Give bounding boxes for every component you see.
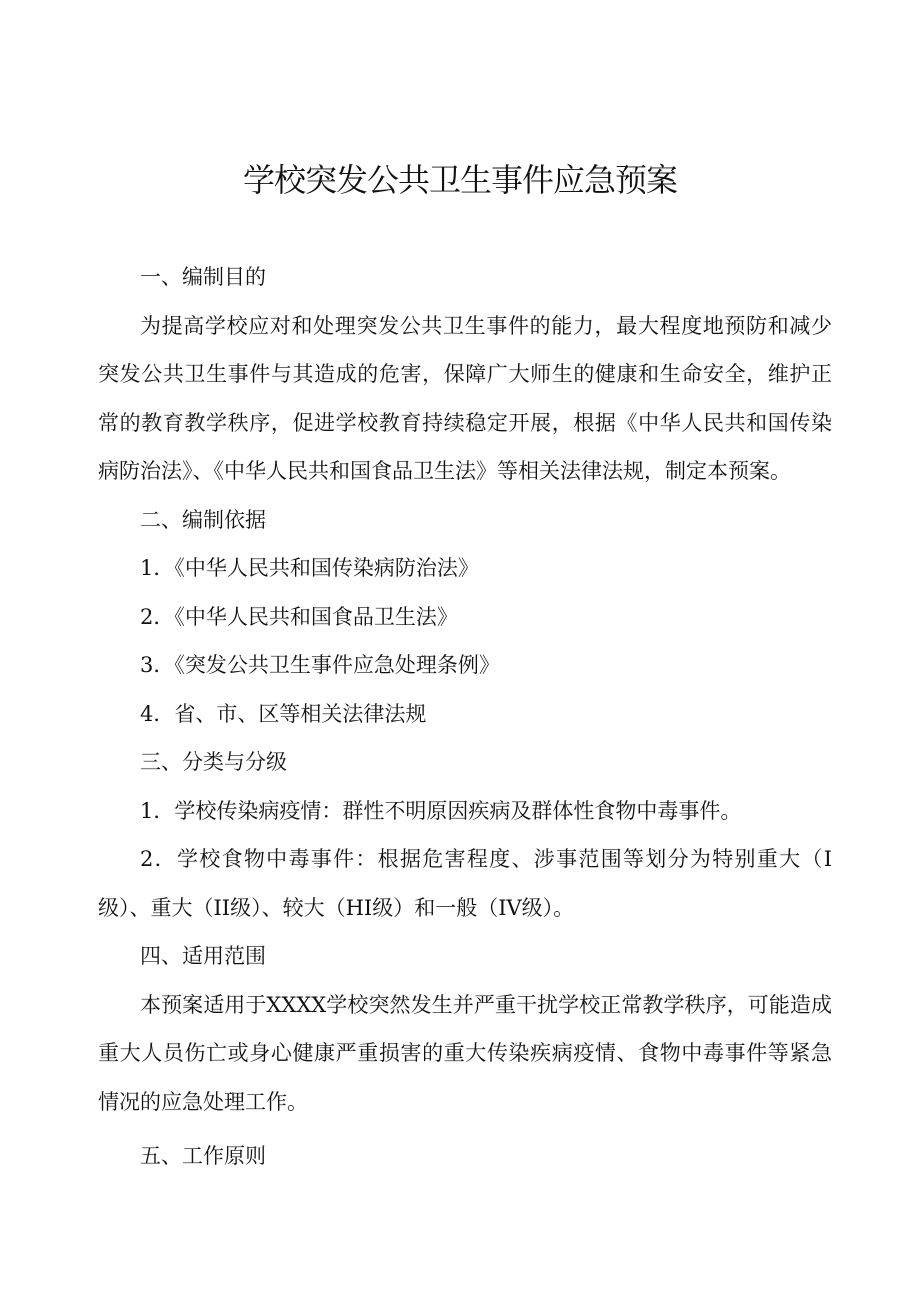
- list-item: 3．《突发公共卫生事件应急处理条例》: [140, 653, 500, 677]
- list-item: 1．学校传染病疫情：群性不明原因疾病及群体性食物中毒事件。: [140, 798, 742, 823]
- section-heading-basis: 二、编制依据: [140, 507, 266, 532]
- list-item: 2．学校食物中毒事件：根据危害程度、涉事范围等划分为特别重大（I级）、重大（II级）、较大（HI级）和一般（IV级）。: [98, 847, 832, 920]
- list-item: 1．《中华人民共和国传染病防治法》: [140, 556, 479, 580]
- section-heading-principles: 五、工作原则: [140, 1144, 266, 1168]
- document-title: 学校突发公共卫生事件应急预案: [242, 161, 677, 199]
- section-heading-classification: 三、分类与分级: [140, 750, 287, 774]
- section-paragraph-scope: 本预案适用于XXXX学校突然发生并严重干扰学校正常教学秩序，可能造成重大人员伤亡或身心健康严重损害的重大传染疾病疫情、食物中毒事件等紧急情况的应急处理工作。: [98, 992, 832, 1114]
- section-paragraph-purpose: 为提高学校应对和处理突发公共卫生事件的能力，最大程度地预防和减少突发公共卫生事件与其造成的危害，保障广大师生的健康和生命安全，维护正常的教育教学秩序，促进学校教育持续稳定开展，根据《中华人民共和国传染病防治法》、《中华人民共和国食品卫生法》等相关法律法规，制定本预案。: [98, 313, 832, 483]
- list-item: 4．省、市、区等相关法律法规: [140, 701, 427, 726]
- list-item: 2．《中华人民共和国食品卫生法》: [140, 604, 458, 629]
- section-heading-purpose: 一、编制目的: [140, 265, 266, 289]
- section-heading-scope: 四、适用范围: [140, 944, 266, 968]
- document-body: [98, 253, 832, 1181]
